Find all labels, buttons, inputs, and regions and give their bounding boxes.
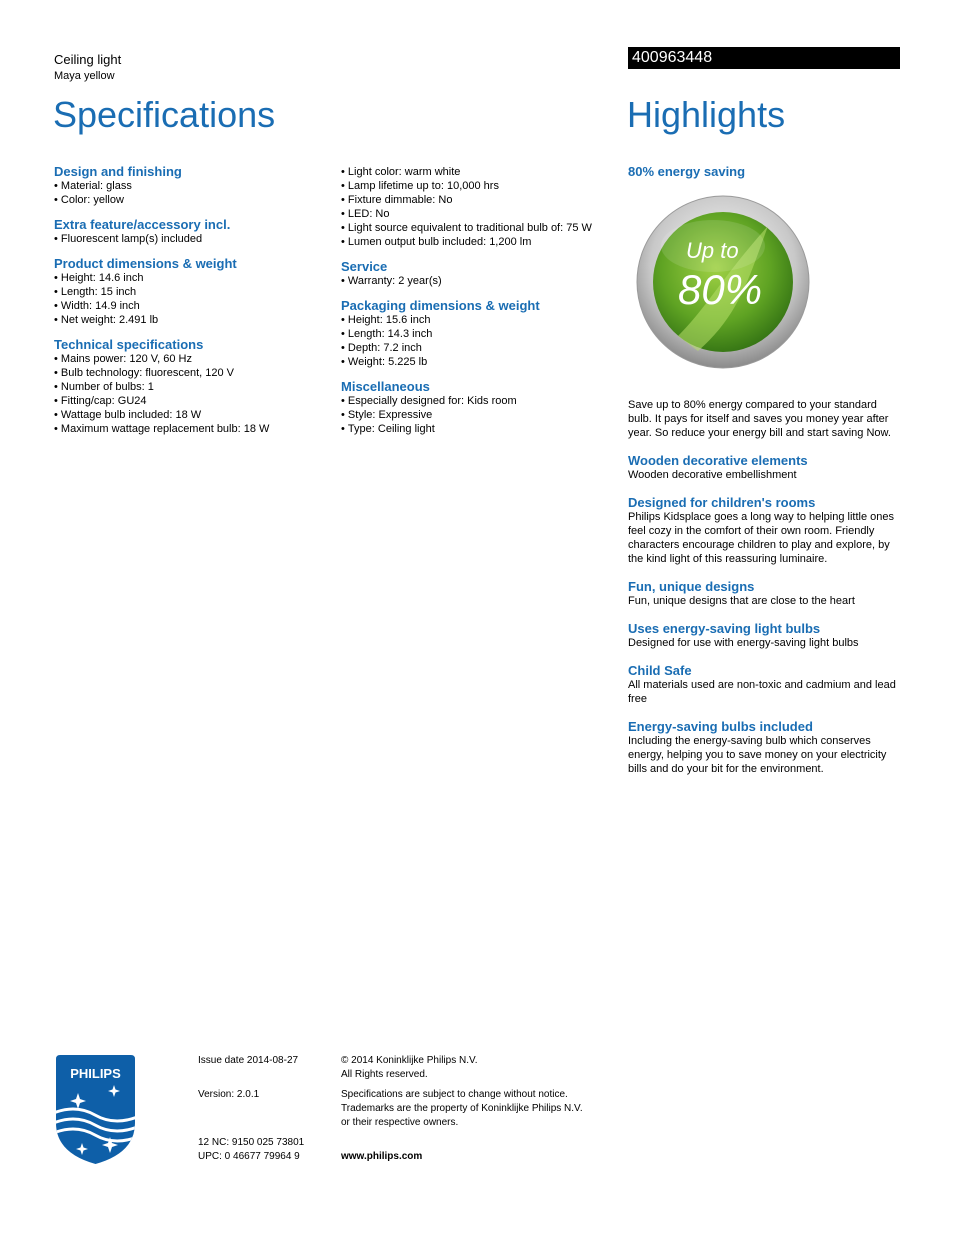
highlight-title: Designed for children's rooms xyxy=(628,495,816,510)
notice-line: or their respective owners. xyxy=(341,1117,459,1128)
spec-section xyxy=(54,256,324,327)
spec-section-title: Service xyxy=(341,259,388,274)
highlight-item xyxy=(628,165,903,179)
product-name: Ceiling light xyxy=(54,52,122,67)
energy-badge-graphic xyxy=(628,186,818,376)
spec-item: • Mains power: 120 V, 60 Hz xyxy=(54,352,324,366)
spec-item: • Lamp lifetime up to: 10,000 hrs xyxy=(341,179,621,193)
spec-section xyxy=(54,217,324,246)
spec-item: • Light source equivalent to traditional bulb of: 75 W xyxy=(341,221,621,235)
philips-shield-icon xyxy=(54,1053,137,1166)
spec-item: • Height: 14.6 inch xyxy=(54,271,324,285)
spec-item: • Length: 14.3 inch xyxy=(341,327,621,341)
energy-saving-badge xyxy=(628,186,818,376)
notice-line: Trademarks are the property of Koninklijke Philips N.V. xyxy=(341,1103,583,1114)
spec-section-title: Extra feature/accessory incl. xyxy=(54,217,231,232)
spec-section-title: Packaging dimensions & weight xyxy=(341,298,540,313)
highlights-column xyxy=(628,165,903,790)
spec-item: • Net weight: 2.491 lb xyxy=(54,313,324,327)
spec-item: • Number of bulbs: 1 xyxy=(54,380,324,394)
spec-section-title: Technical specifications xyxy=(54,337,204,352)
spec-section xyxy=(341,259,621,288)
spec-section xyxy=(341,379,621,436)
spec-section xyxy=(54,337,324,436)
philips-logo xyxy=(54,1053,137,1166)
highlight-text: Save up to 80% energy compared to your standard bulb. It pays for itself and saves you money year after year. So reduce your energy bill and start saving Now. xyxy=(628,399,891,439)
notice-line: Specifications are subject to change without notice. xyxy=(341,1089,568,1100)
product-code: 400963448 xyxy=(632,49,713,66)
spec-item: • Material: glass xyxy=(54,179,324,193)
spec-item: • Fitting/cap: GU24 xyxy=(54,394,324,408)
highlight-item xyxy=(628,580,903,608)
highlight-text: Wooden decorative embellishment xyxy=(628,469,797,481)
spec-item: • Lumen output bulb included: 1,200 lm xyxy=(341,235,621,249)
spec-item: • Maximum wattage replacement bulb: 18 W xyxy=(54,422,324,436)
spec-item: • Style: Expressive xyxy=(341,408,621,422)
highlight-item xyxy=(628,720,903,776)
spec-item: • Type: Ceiling light xyxy=(341,422,621,436)
spec-section xyxy=(341,298,621,369)
highlight-item xyxy=(628,496,903,566)
highlight-text: Fun, unique designs that are close to the heart xyxy=(628,595,855,607)
spec-item: • Color: yellow xyxy=(54,193,324,207)
highlight-text: Including the energy-saving bulb which conserves energy, helping you to save money on your electricity bills and do your bit for the environment. xyxy=(628,735,887,775)
spec-item: • Weight: 5.225 lb xyxy=(341,355,621,369)
highlight-text: Philips Kidsplace goes a long way to helping little ones feel cozy in the comfort of their own room. Friendly characters encourage children to play and explore, by the kind light of this reassuring luminaire. xyxy=(628,511,894,565)
specs-column-left xyxy=(54,164,324,446)
spec-section-title: Product dimensions & weight xyxy=(54,256,237,271)
spec-item: • Light color: warm white xyxy=(341,165,621,179)
highlight-title: Child Safe xyxy=(628,663,692,678)
spec-section-title: Miscellaneous xyxy=(341,379,430,394)
highlight-title: 80% energy saving xyxy=(628,164,746,179)
specs-column-right xyxy=(341,165,621,446)
highlight-title: Fun, unique designs xyxy=(628,579,755,594)
version: Version: 2.0.1 xyxy=(198,1089,260,1100)
spec-item: • Warranty: 2 year(s) xyxy=(341,274,621,288)
spec-item: • Fluorescent lamp(s) included xyxy=(54,232,324,246)
highlight-title: Energy-saving bulbs included xyxy=(628,719,813,734)
highlight-text: All materials used are non-toxic and cadmium and lead free xyxy=(628,679,896,705)
issue-date: Issue date 2014-08-27 xyxy=(198,1055,299,1066)
highlight-title: Uses energy-saving light bulbs xyxy=(628,621,821,636)
highlight-title: Wooden decorative elements xyxy=(628,453,808,468)
badge-top-text: Up to xyxy=(686,238,739,263)
spec-item: • Width: 14.9 inch xyxy=(54,299,324,313)
spec-item: • Especially designed for: Kids room xyxy=(341,394,621,408)
spec-item: • Length: 15 inch xyxy=(54,285,324,299)
product-code-bar xyxy=(628,47,900,69)
spec-section-title: Design and finishing xyxy=(54,164,182,179)
spec-item: • Wattage bulb included: 18 W xyxy=(54,408,324,422)
footer-meta xyxy=(198,1054,338,1164)
philips-brand-text: PHILIPS xyxy=(70,1066,121,1081)
website-link[interactable]: www.philips.com xyxy=(341,1151,423,1162)
rights: All Rights reserved. xyxy=(341,1069,428,1080)
spec-item: • Fixture dimmable: No xyxy=(341,193,621,207)
nc-code: 12 NC: 9150 025 73801 xyxy=(198,1137,305,1148)
copyright: © 2014 Koninklijke Philips N.V. xyxy=(341,1055,478,1066)
spec-item: • Depth: 7.2 inch xyxy=(341,341,621,355)
badge-main-text: 80% xyxy=(678,266,763,313)
highlight-item xyxy=(628,622,903,650)
spec-section xyxy=(54,164,324,207)
upc-code: UPC: 0 46677 79964 9 xyxy=(198,1151,300,1162)
spec-item: • Bulb technology: fluorescent, 120 V xyxy=(54,366,324,380)
highlight-text: Designed for use with energy-saving light bulbs xyxy=(628,637,859,649)
highlights-title: Highlights xyxy=(627,94,786,135)
spec-section-continued xyxy=(341,165,621,249)
highlight-item xyxy=(628,664,903,706)
footer-legal xyxy=(341,1054,621,1164)
highlight-item xyxy=(628,398,903,440)
spec-item: • LED: No xyxy=(341,207,621,221)
product-variant: Maya yellow xyxy=(54,70,115,82)
highlight-item xyxy=(628,454,903,482)
spec-item: • Height: 15.6 inch xyxy=(341,313,621,327)
specifications-title: Specifications xyxy=(53,94,276,135)
